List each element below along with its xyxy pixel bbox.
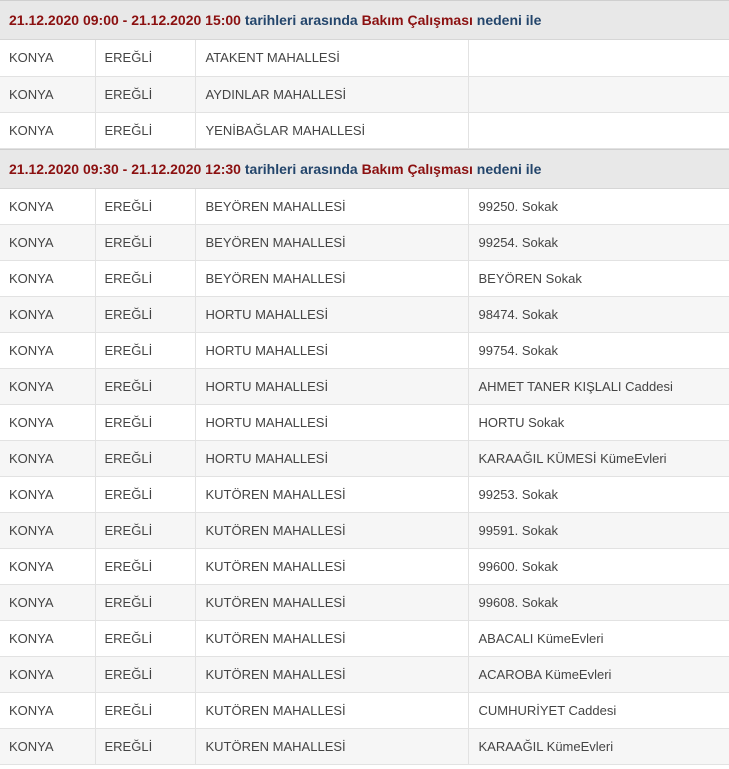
city-cell: KONYA	[0, 333, 95, 369]
street-cell	[468, 112, 729, 148]
date-range-text: 21.12.2020 09:00 - 21.12.2020 15:00	[9, 12, 241, 28]
section-header	[0, 0, 729, 40]
table-row	[0, 441, 729, 477]
city-cell: KONYA	[0, 369, 95, 405]
outage-section	[0, 0, 729, 149]
table-row	[0, 112, 729, 148]
district-cell: EREĞLİ	[95, 76, 195, 112]
neighborhood-cell: HORTU MAHALLESİ	[195, 441, 468, 477]
district-cell: EREĞLİ	[95, 369, 195, 405]
district-cell: EREĞLİ	[95, 112, 195, 148]
city-cell: KONYA	[0, 729, 95, 765]
table-row	[0, 369, 729, 405]
outage-section	[0, 149, 729, 766]
neighborhood-cell: KUTÖREN MAHALLESİ	[195, 585, 468, 621]
city-cell: KONYA	[0, 297, 95, 333]
table-row	[0, 621, 729, 657]
table-row	[0, 729, 729, 765]
table-row	[0, 549, 729, 585]
street-cell: 98474. Sokak	[468, 297, 729, 333]
district-cell: EREĞLİ	[95, 405, 195, 441]
city-cell: KONYA	[0, 513, 95, 549]
outage-table	[0, 189, 729, 766]
neighborhood-cell: ATAKENT MAHALLESİ	[195, 40, 468, 76]
neighborhood-cell: AYDINLAR MAHALLESİ	[195, 76, 468, 112]
reason-suffix-text: nedeni ile	[476, 12, 542, 28]
table-row	[0, 40, 729, 76]
table-row	[0, 405, 729, 441]
neighborhood-cell: BEYÖREN MAHALLESİ	[195, 189, 468, 225]
street-cell: CUMHURİYET Caddesi	[468, 693, 729, 729]
table-row	[0, 513, 729, 549]
neighborhood-cell: BEYÖREN MAHALLESİ	[195, 225, 468, 261]
city-cell: KONYA	[0, 477, 95, 513]
district-cell: EREĞLİ	[95, 585, 195, 621]
street-cell	[468, 76, 729, 112]
reason-suffix-text: nedeni ile	[476, 160, 542, 177]
reason-text: Bakım Çalışması	[361, 160, 473, 177]
neighborhood-cell: HORTU MAHALLESİ	[195, 297, 468, 333]
table-row	[0, 693, 729, 729]
neighborhood-cell: KUTÖREN MAHALLESİ	[195, 693, 468, 729]
city-cell: KONYA	[0, 189, 95, 225]
neighborhood-cell: KUTÖREN MAHALLESİ	[195, 549, 468, 585]
street-cell: BEYÖREN Sokak	[468, 261, 729, 297]
date-range-text: 21.12.2020 09:30 - 21.12.2020 12:30	[9, 160, 241, 177]
street-cell: 99254. Sokak	[468, 225, 729, 261]
district-cell: EREĞLİ	[95, 40, 195, 76]
city-cell: KONYA	[0, 693, 95, 729]
district-cell: EREĞLİ	[95, 657, 195, 693]
city-cell: KONYA	[0, 76, 95, 112]
street-cell: ACAROBA KümeEvleri	[468, 657, 729, 693]
street-cell: 99253. Sokak	[468, 477, 729, 513]
district-cell: EREĞLİ	[95, 693, 195, 729]
street-cell: 99754. Sokak	[468, 333, 729, 369]
district-cell: EREĞLİ	[95, 621, 195, 657]
city-cell: KONYA	[0, 621, 95, 657]
street-cell: ABACALI KümeEvleri	[468, 621, 729, 657]
district-cell: EREĞLİ	[95, 549, 195, 585]
table-row	[0, 225, 729, 261]
street-cell: KARAAĞIL KümeEvleri	[468, 729, 729, 765]
table-row	[0, 585, 729, 621]
street-cell: AHMET TANER KIŞLALI Caddesi	[468, 369, 729, 405]
neighborhood-cell: HORTU MAHALLESİ	[195, 369, 468, 405]
neighborhood-cell: BEYÖREN MAHALLESİ	[195, 261, 468, 297]
street-cell: KARAAĞIL KÜMESİ KümeEvleri	[468, 441, 729, 477]
city-cell: KONYA	[0, 549, 95, 585]
table-row	[0, 333, 729, 369]
city-cell: KONYA	[0, 441, 95, 477]
table-row	[0, 261, 729, 297]
city-cell: KONYA	[0, 657, 95, 693]
table-row	[0, 477, 729, 513]
range-connector-text: tarihleri arasında	[244, 12, 358, 28]
district-cell: EREĞLİ	[95, 297, 195, 333]
outage-table	[0, 40, 729, 149]
table-row	[0, 189, 729, 225]
neighborhood-cell: KUTÖREN MAHALLESİ	[195, 513, 468, 549]
neighborhood-cell: HORTU MAHALLESİ	[195, 333, 468, 369]
district-cell: EREĞLİ	[95, 333, 195, 369]
neighborhood-cell: KUTÖREN MAHALLESİ	[195, 657, 468, 693]
range-connector-text: tarihleri arasında	[244, 160, 358, 177]
street-cell: 99250. Sokak	[468, 189, 729, 225]
table-row	[0, 76, 729, 112]
city-cell: KONYA	[0, 112, 95, 148]
street-cell: 99608. Sokak	[468, 585, 729, 621]
city-cell: KONYA	[0, 225, 95, 261]
neighborhood-cell: KUTÖREN MAHALLESİ	[195, 477, 468, 513]
neighborhood-cell: KUTÖREN MAHALLESİ	[195, 729, 468, 765]
street-cell: 99591. Sokak	[468, 513, 729, 549]
street-cell: HORTU Sokak	[468, 405, 729, 441]
neighborhood-cell: YENİBAĞLAR MAHALLESİ	[195, 112, 468, 148]
neighborhood-cell: KUTÖREN MAHALLESİ	[195, 621, 468, 657]
neighborhood-cell: HORTU MAHALLESİ	[195, 405, 468, 441]
district-cell: EREĞLİ	[95, 477, 195, 513]
street-cell: 99600. Sokak	[468, 549, 729, 585]
city-cell: KONYA	[0, 585, 95, 621]
city-cell: KONYA	[0, 40, 95, 76]
district-cell: EREĞLİ	[95, 189, 195, 225]
street-cell	[468, 40, 729, 76]
district-cell: EREĞLİ	[95, 513, 195, 549]
district-cell: EREĞLİ	[95, 441, 195, 477]
district-cell: EREĞLİ	[95, 729, 195, 765]
district-cell: EREĞLİ	[95, 225, 195, 261]
table-row	[0, 657, 729, 693]
reason-text: Bakım Çalışması	[361, 12, 473, 28]
table-row	[0, 297, 729, 333]
section-header	[0, 149, 729, 189]
city-cell: KONYA	[0, 261, 95, 297]
city-cell: KONYA	[0, 405, 95, 441]
district-cell: EREĞLİ	[95, 261, 195, 297]
